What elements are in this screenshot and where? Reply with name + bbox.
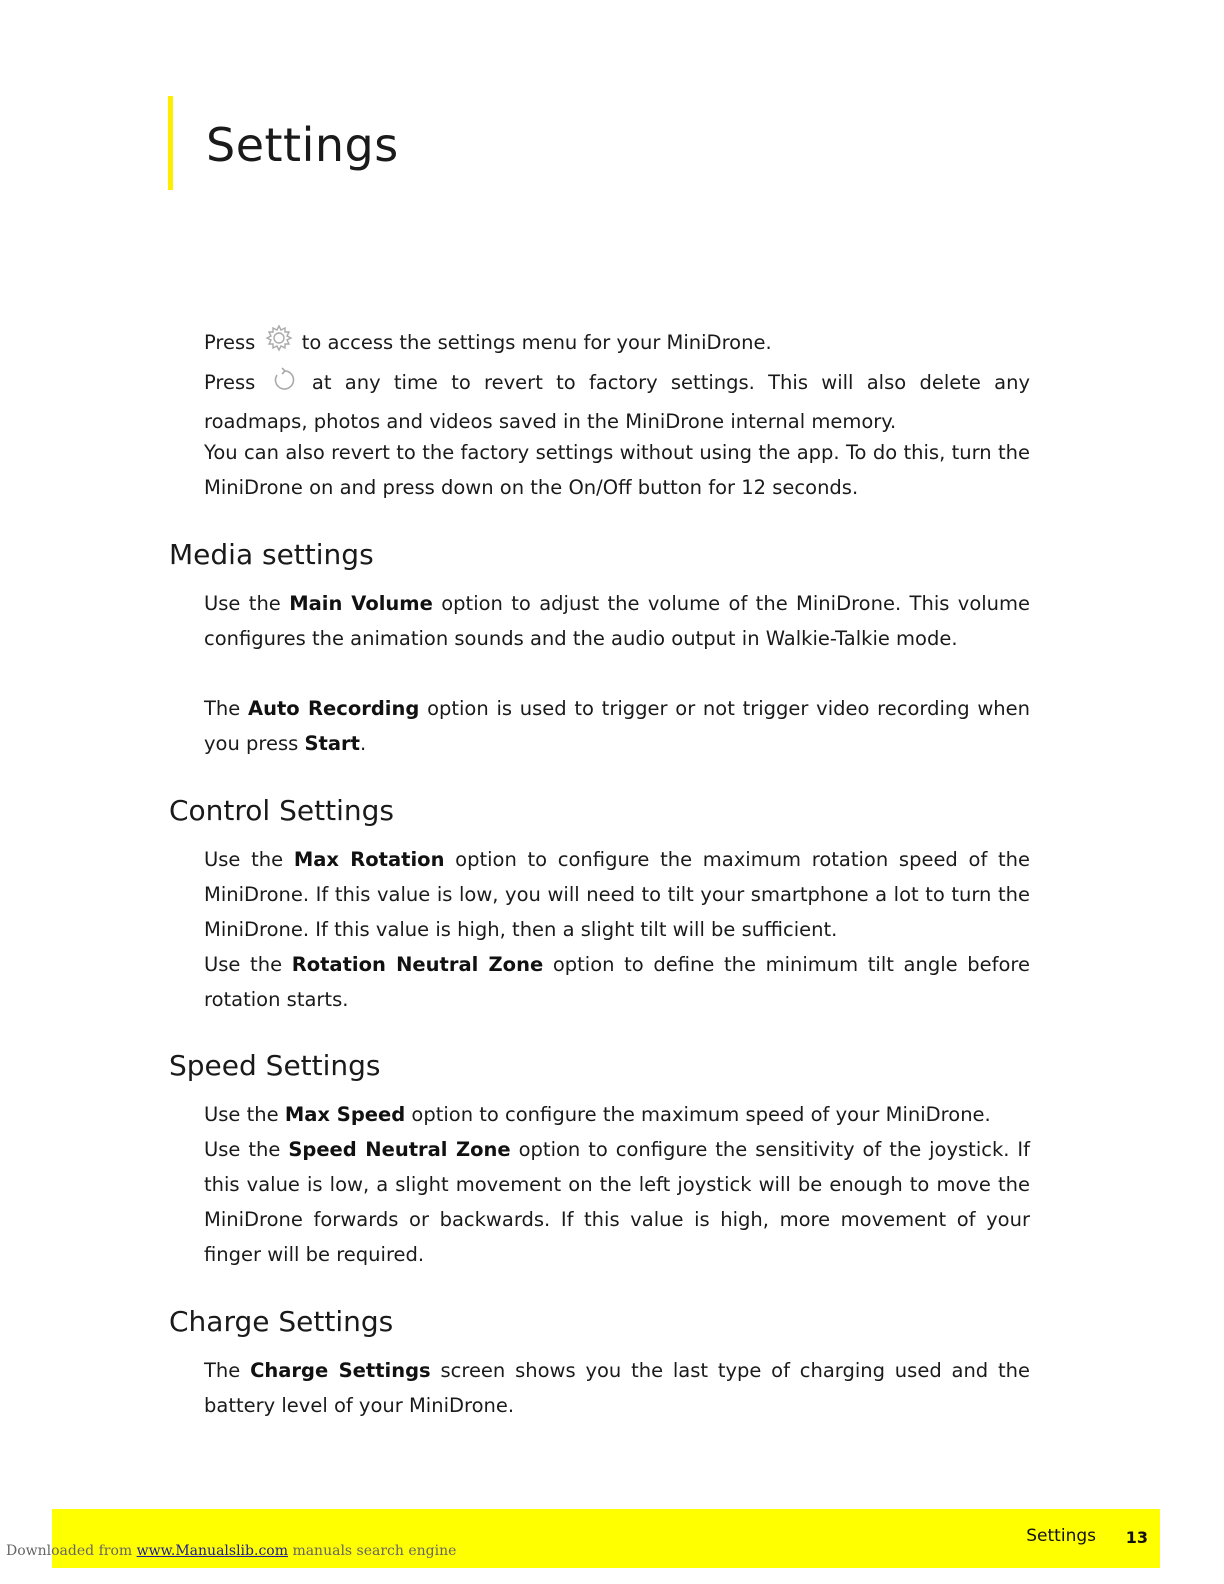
max-speed-term: Max Speed — [284, 1103, 406, 1126]
footer-bar — [52, 1509, 1160, 1568]
intro-p2-after: at any time to revert to factory settings. This will also delete any roadmaps, photos and videos saved in the MiniDrone internal memory. — [204, 371, 1030, 433]
media-p2-text: The — [204, 697, 241, 720]
control-paragraph-1 — [204, 842, 1030, 947]
control-settings-heading: Control Settings — [169, 794, 394, 827]
intro-paragraph-2 — [204, 365, 1030, 439]
manualslib-link[interactable]: www.Manualslib.com — [136, 1543, 288, 1559]
download-watermark — [6, 1543, 456, 1559]
reset-icon — [271, 367, 297, 404]
intro-paragraph-3: You can also revert to the factory settings without using the app. To do this, turn the MiniDrone on and press down on the On/Off button for 12 seconds. — [204, 441, 1030, 499]
speed-paragraph-1 — [204, 1097, 1030, 1132]
page-number: 13 — [1125, 1528, 1148, 1547]
speed-p2-rest: option to configure the sensitivity of the joystick. If this value is low, a slight movement on the left joystick will be enough to move the MiniDrone forwards or backwards. If this value is high, more movement of your finger will be required. — [204, 1138, 1031, 1266]
charge-p1-text: The — [204, 1359, 241, 1382]
media-p1-text: Use the — [204, 592, 281, 615]
page-title: Settings — [206, 118, 399, 172]
max-rotation-term: Max Rotation — [293, 848, 445, 871]
intro-p2-before: Press — [204, 371, 256, 394]
control-p2-text: Use the — [204, 953, 283, 976]
rotation-neutral-zone-term: Rotation Neutral Zone — [291, 953, 544, 976]
media-settings-heading: Media settings — [169, 538, 374, 571]
media-p2-rest: option is used to trigger or not trigger video recording when you press — [204, 697, 1030, 755]
main-volume-term: Main Volume — [289, 592, 433, 615]
charge-p1-rest: screen shows you the last type of charging used and the battery level of your MiniDrone. — [204, 1359, 1030, 1417]
media-paragraph-2 — [204, 691, 1030, 761]
charge-settings-heading: Charge Settings — [169, 1305, 394, 1338]
watermark-prefix: Downloaded from — [6, 1543, 133, 1559]
title-accent-bar — [168, 96, 173, 190]
charge-paragraph-1 — [204, 1353, 1030, 1423]
intro-p1-before: Press — [204, 331, 256, 354]
speed-settings-heading: Speed Settings — [169, 1049, 381, 1082]
speed-p2-text: Use the — [204, 1138, 281, 1161]
charge-settings-term: Charge Settings — [250, 1359, 431, 1382]
media-paragraph-1 — [204, 586, 1030, 656]
speed-p1-rest: option to configure the maximum speed of your MiniDrone. — [411, 1103, 991, 1126]
control-p2-rest: option to define the minimum tilt angle before rotation starts. — [204, 953, 1031, 1011]
control-p1-rest: option to configure the maximum rotation speed of the MiniDrone. If this value is low, you will need to tilt your smartphone a lot to turn the MiniDrone. If this value is high, then a slight tilt will be sufficient. — [204, 848, 1031, 941]
intro-p1-after: to access the settings menu for your MiniDrone. — [301, 331, 772, 354]
speed-neutral-zone-term: Speed Neutral Zone — [288, 1138, 511, 1161]
start-term: Start — [304, 732, 360, 755]
intro-paragraph-1 — [204, 323, 1030, 364]
control-p1-text: Use the — [204, 848, 284, 871]
auto-recording-term: Auto Recording — [248, 697, 420, 720]
media-p1-rest: option to adjust the volume of the MiniDrone. This volume configures the animation sounds and the audio output in Walkie-Talkie mode. — [204, 592, 1031, 650]
speed-paragraph-2 — [204, 1132, 1030, 1272]
media-p2-period: . — [359, 732, 367, 755]
speed-p1-text: Use the — [204, 1103, 279, 1126]
gear-icon — [264, 323, 294, 364]
control-paragraph-2 — [204, 947, 1030, 1017]
watermark-suffix: manuals search engine — [292, 1543, 457, 1559]
footer-section-label: Settings — [1026, 1526, 1096, 1546]
